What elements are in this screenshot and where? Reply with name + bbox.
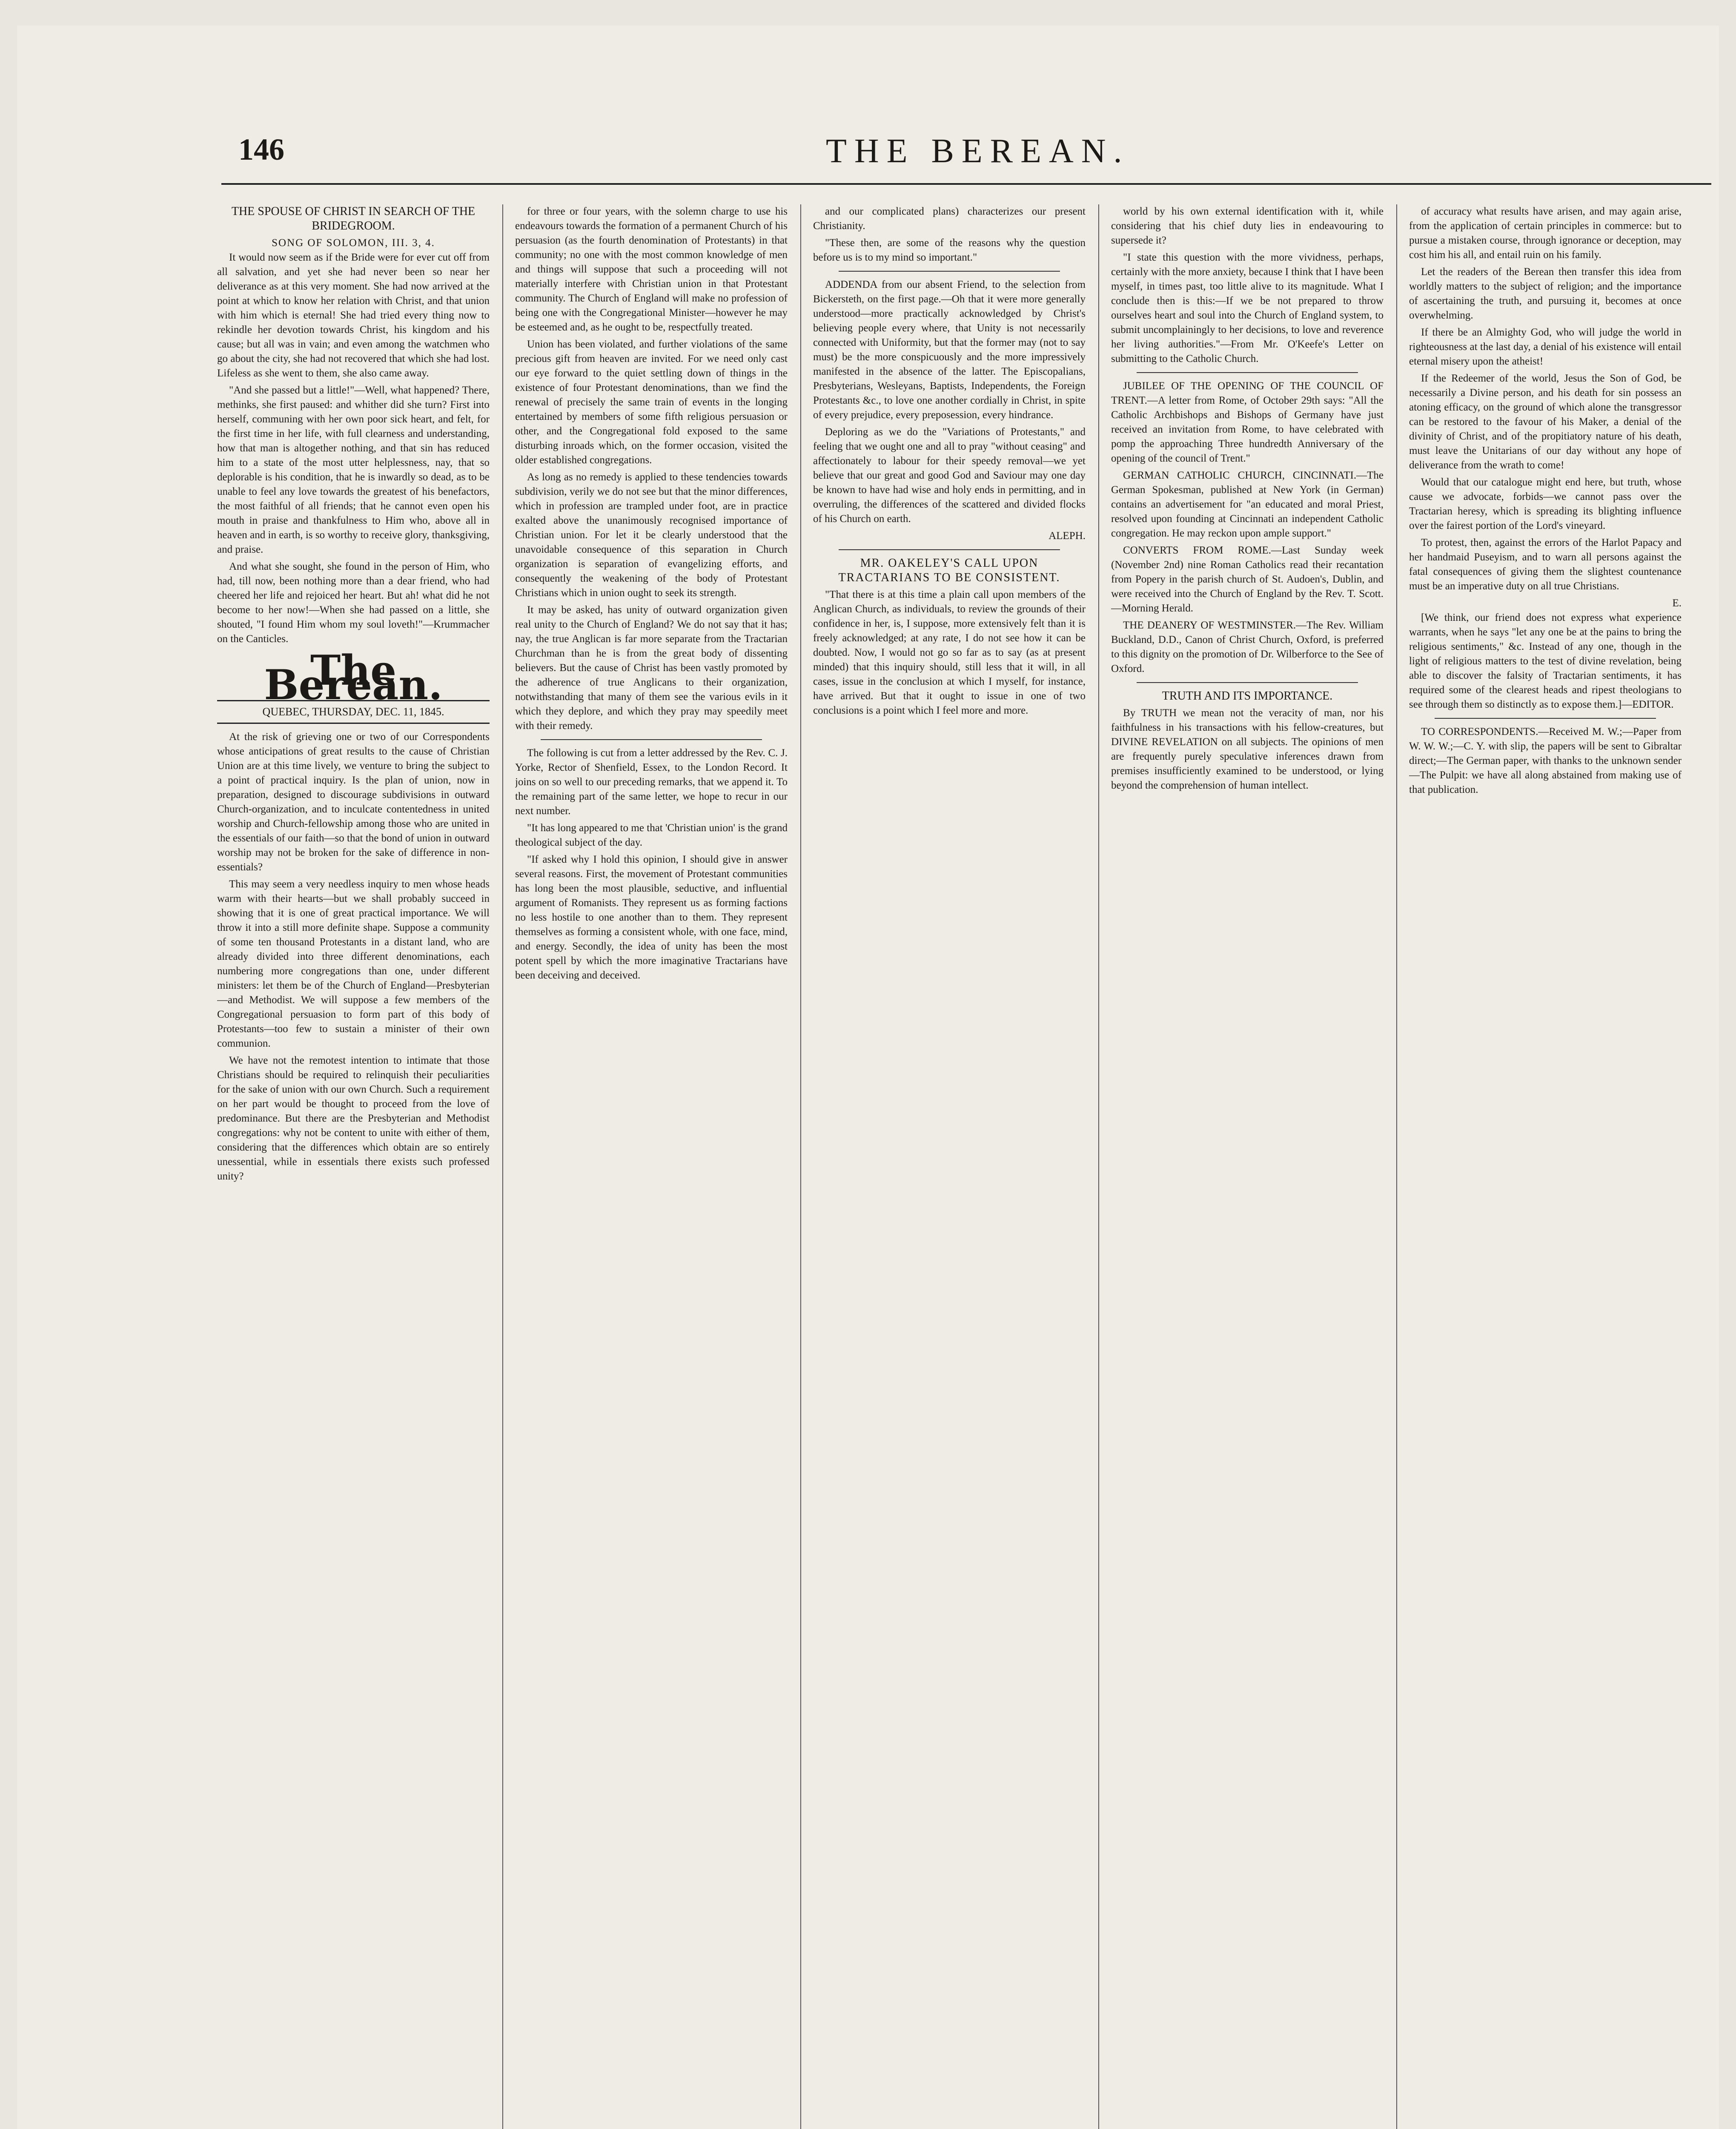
paragraph: To protest, then, against the errors of the Harlot Papacy and her handmaid Puseyism, and to warn all persons against the fatal consequences of giving them the slightest countenance must be an imperative duty on all true Christians. (1409, 537, 1682, 592)
paragraph: At the risk of grieving one or two of our Correspondents whose anticipations of great results to the cause of Christian Union are at this time lively, we venture to bring the subject to a point of practical inquiry. Is the plan of union, now in preparation, designed to discourage subdivisions in outward Church-organization, and to inculcate contentedness in united worship and Church-fellowship among those who are united in the essentials of our faith—so that the bond of union in outward worship may not be broken for the sake of difference in non-essentials? (217, 731, 490, 873)
dateline: QUEBEC, THURSDAY, DEC. 11, 1845. (217, 700, 490, 724)
paragraph: TO CORRESPONDENTS.—Received M. W.;—Paper from W. W. W.;—C. Y. with slip, the papers will be sent to Gibraltar direct;—The German paper, with thanks to the unknown sender—The Pulpit: we have all along abstained from making use of that publication. (1409, 726, 1682, 795)
paragraph: "And she passed but a little!"—Well, what happened? There, methinks, she first paused: and whither did she turn? First into herself, communing with her own poor sick heart, and felt, for the first time in her life, with full clearness and understanding, how that man is altogether nothing, and that sin has reduced him to a state of the most utter helplessness, nay, that so deplorable is his condition, that he is inwardly so dead, as to be unable to feel any love towards the greatest of his benefactors, the most faithful of all friends; that he cannot even open his mouth in praise and thankfulness to Him who, above all in heaven and in earth, is so worthy to receive glory, thanksgiving, and praise. (217, 384, 490, 555)
column-3 (813, 204, 1086, 2129)
article-heading: MR. OAKELEY'S CALL UPON TRACTARIANS TO BE CONSISTENT. (838, 557, 1060, 584)
paragraph: By TRUTH we mean not the veracity of man, nor his faithfulness in his transactions with his fellow-creatures, but DIVINE REVELATION on all subjects. The opinions of men are frequently purely speculative inferences drawn from premises insufficiently examined to be understood, or lying beyond the comprehension of human intellect. (1111, 707, 1384, 791)
paragraph: "That there is at this time a plain call upon members of the Anglican Church, as individuals, to review the grounds of their confidence in her, is, I suppose, more extensively felt than it is freely acknowledged; at any rate, I do not see how it can be doubted. Now, I would not go so far as to say (as at present minded) that this inquiry should, still less that it will, in all cases, issue in the conclusion at which I myself, for instance, have arrived. But that it ought to issue in one of two conclusions is a point which I feel more and more. (813, 589, 1086, 716)
column-rule (800, 204, 801, 2129)
column-5 (1409, 204, 1682, 2129)
paragraph: for three or four years, with the solemn charge to use his endeavours towards the formation of a permanent Church of his persuasion (as the fourth denomination of Protestants) in that community; no one with the most common knowledge of men and things will suppose that such a proceeding will not materially interfere with Christian union in that Protestant community. The Church of England will make no profession of being one with the Congregational Minister—however he may be esteemed and, as he ought to be, respectfully treated. (515, 206, 788, 333)
column-2 (515, 204, 788, 2129)
paragraph: We have not the remotest intention to intimate that those Christians should be required to relinquish their peculiarities for the sake of union with our own Church. Such a requirement on her part would be thought to proceed from the love of predominance. But there are the Presbyterian and Methodist congregations: why not be content to unite with either of them, considering that the differences which obtain are so entirely unessential, while in essentials there exists such professed unity? (217, 1055, 490, 1182)
header-rule (221, 183, 1711, 185)
paragraph: It may be asked, has unity of outward organization given real unity to the Church of England? We do not say that it has; nay, the true Anglican is far more separate from the Tractarian Churchman than he is from the great body of dissenting believers. But the cause of Christ has been vastly promoted by the adherence of true Anglicans to their organization, notwithstanding that many of them see the various evils in it which they deplore, and which they pray may speedily meet with their remedy. (515, 604, 788, 732)
paragraph: This may seem a very needless inquiry to men whose heads warm with their hearts—but we shall probably succeed in showing that it is one of great practical importance. We will throw it into a still more definite shape. Suppose a community of some ten thousand Protestants in a distant land, who are already divided into three different denominations, each numbering more congregations than one, under different ministers: let them be of the Church of England—Presbyterian—and Methodist. We will suppose a few members of the Congregational persuasion to form part of this body of Protestants—too few to sustain a minister of their own communion. (217, 878, 490, 1049)
paragraph: "If asked why I hold this opinion, I should give in answer several reasons. First, the movement of Protestant communities has long been the most plausible, seductive, and influential argument of Romanists. They represent us as forming factions no less hostile to one another than to them. They represent themselves as forming a consistent whole, with one face, mind, and energy. Secondly, the idea of unity has been the most potent spell by which the more imaginative Tractarians have been deceiving and deceived. (515, 854, 788, 981)
paragraph: GERMAN CATHOLIC CHURCH, CINCINNATI.—The German Spokesman, published at New York (in German) contains an advertisement for "an educated and moral Priest, resolved upon founding at Cincinnati an independent Catholic congregation. He may reckon upon ample support." (1111, 470, 1384, 539)
column-4 (1111, 204, 1384, 2129)
paragraph: ADDENDA from our absent Friend, to the selection from Bickersteth, on the first page.—Oh that it were more generally understood—more practically acknowledged by Christ's believing people every where, that Unity is not necessarily connected with Uniformity, but that the former may (not to say must) be the more conspicuously and the more impressively manifested in the absence of the latter. The Episcopalians, Presbyterians, Wesleyans, Baptists, Independents, the Foreign Protestants &c., to love one another cordially in Christ, in spite of every prejudice, every preposession, every hindrance. (813, 279, 1086, 421)
column-rule (1098, 204, 1099, 2129)
paragraph: It would now seem as if the Bride were for ever cut off from all salvation, and yet she had never been so near her deliverance as at this very moment. She had now arrived at the point at which to know her relation with Christ, and that union with him which is eternal! She had tried every thing now to rekindle her devotion towards Christ, his kingdom and his cause; but all was in vain; and even among the watchmen who go about the city, she had not recovered that which she had lost. Lifeless as she went to them, she also came away. (217, 252, 490, 379)
newspaper-page (17, 26, 1719, 2129)
divider (1137, 372, 1358, 373)
paragraph: Union has been violated, and further violations of the same precious gift from heaven are invited. For we need only cast our eye forward to the quiet settling down of things in the existence of four Protestant denominations, than we find the renewal of precisely the same train of events in the longing entertained by members of some fifth religious persuasion or other, and the Congregational fold exposed to the same disturbing inroads which, on the former occasion, visited the older established congregations. (515, 339, 788, 466)
divider (839, 271, 1060, 272)
divider (839, 549, 1060, 550)
paragraph: The following is cut from a letter addressed by the Rev. C. J. Yorke, Rector of Shenfield, Essex, to the London Record. It joins on so well to our preceding remarks, that we append it. To the remaining part of the same letter, we hope to recur in our next number. (515, 747, 788, 817)
paragraph: "It has long appeared to me that 'Christian union' is the grand theological subject of the day. (515, 822, 788, 848)
paragraph: Would that our catalogue might end here, but truth, whose cause we advocate, forbids—we cannot pass over the Tractarian heresy, which is spreading its blighting influence over the fairest portion of the Lord's vineyard. (1409, 476, 1682, 531)
paragraph: "I state this question with the more vividness, perhaps, certainly with the more anxiety, because I think that I have been myself, in times past, too little alive to its magnitude. What I conclude then is this:—If we be not prepared to throw ourselves heart and soul into the Church of England system, to submit uncomplainingly to her decisions, to love and reverence her living authorities."—From Mr. O'Keefe's Letter on submitting to the Catholic Church. (1111, 252, 1384, 364)
column-1 (217, 204, 490, 2129)
running-head (17, 132, 1719, 179)
signature: ALEPH. (1048, 530, 1086, 542)
column-rule (1396, 204, 1397, 2129)
paragraph: JUBILEE OF THE OPENING OF THE COUNCIL OF TRENT.—A letter from Rome, of October 29th says: "All the Catholic Archbishops and Bishops of Germany have just received an invitation from Rome, to have celebrated with pomp the approaching Three hundredth Anniversary of the opening of the council of Trent." (1111, 380, 1384, 464)
divider (541, 739, 762, 740)
page-title: THE BEREAN. (826, 132, 1130, 170)
page-number: 146 (238, 132, 284, 166)
paragraph: CONVERTS FROM ROME.—Last Sunday week (November 2nd) nine Roman Catholics read their recantation from Popery in the parish church of St. Audoen's, Dublin, and were received into the Church of England by the Rev. T. Scott.—Morning Herald. (1111, 545, 1384, 614)
paragraph: [We think, our friend does not express what experience warrants, when he says "let any one be at the pains to bring the religious sentiments," &c. Instead of any one, though in the light of religious matters to the test of divine revelation, being able to discover the falsity of Tractarian sentiments, it has required some of the clearest heads and ripest theologians to see through them so distinctly as to expose them.]—EDITOR. (1409, 612, 1682, 710)
paragraph: Let the readers of the Berean then transfer this idea from worldly matters to the subject of religion; and the importance of ascertaining the truth, and pursuing it, becomes at once overwhelming. (1409, 266, 1682, 321)
paragraph: If the Redeemer of the world, Jesus the Son of God, be necessarily a Divine person, and his death for sin possess an atoning efficacy, on the ground of which alone the transgressor can be restored to the favour of his Maker, a denial of the divinity of Christ, and of the propitiatory nature of his death, must leave the Unitarians of our day without any hope of deliverance from the wrath to come! (1409, 373, 1682, 471)
paragraph: and our complicated plans) characterizes our present Christianity. (813, 206, 1086, 232)
divider (1435, 718, 1656, 719)
paragraph: And what she sought, she found in the person of Him, who had, till now, been nothing more than a dear friend, who had cheered her life and rejoiced her heart. But ah! what did he not become to her now!—When she had passed on a little, she shouted, "I found Him whom my soul loveth!"—Krummacher on the Canticles. (217, 561, 490, 645)
paragraph: of accuracy what results have arisen, and may again arise, from the application of certain principles in commerce: but to pursue a mistaken course, through ignorance or deception, may cost him his all, and entail ruin on his family. (1409, 206, 1682, 261)
article-heading: TRUTH AND ITS IMPORTANCE. (1162, 689, 1333, 703)
masthead: The Berean. (264, 646, 443, 709)
signature: E. (1672, 597, 1682, 609)
paragraph: world by his own external identification with it, while considering that his chief duty lies in endeavouring to supersede it? (1111, 206, 1384, 246)
paragraph: Deploring as we do the "Variations of Protestants," and feeling that we ought one and all to pray "without ceasing" and affectionately to labour for their speedy removal—we yet believe that our great and good God and Saviour may one day be known to have had wise and holy ends in permitting, and in overruling, the differences of the scattered and divided flocks of his Church on earth. (813, 426, 1086, 525)
paragraph: "These then, are some of the reasons why the question before us is to my mind so important." (813, 237, 1086, 263)
column-rule (502, 204, 503, 2129)
paragraph: As long as no remedy is applied to these tendencies towards subdivision, verily we do not see but that the minor differences, which in profession are trampled under foot, are in practice exalted above the unanimously recognised importance of Christian union. For let it be clearly understood that the unavoidable consequence of this separation in Church organization is separation of evangelizing efforts, and consequently the weakening of the body of Protestant Christians which in union ought to seek its strength. (515, 471, 788, 599)
article-subheading: SONG OF SOLOMON, III. 3, 4. (272, 237, 435, 249)
article-heading: THE SPOUSE OF CHRIST IN SEARCH OF THE BRIDEGROOM. (231, 205, 476, 232)
paragraph: THE DEANERY OF WESTMINSTER.—The Rev. William Buckland, D.D., Canon of Christ Church, Oxford, is preferred to this dignity on the promotion of Dr. Wilberforce to the See of Oxford. (1111, 620, 1384, 674)
divider (1137, 682, 1358, 683)
paragraph: If there be an Almighty God, who will judge the world in righteousness at the last day, a denial of his existence will entail eternal misery upon the atheist! (1409, 327, 1682, 367)
